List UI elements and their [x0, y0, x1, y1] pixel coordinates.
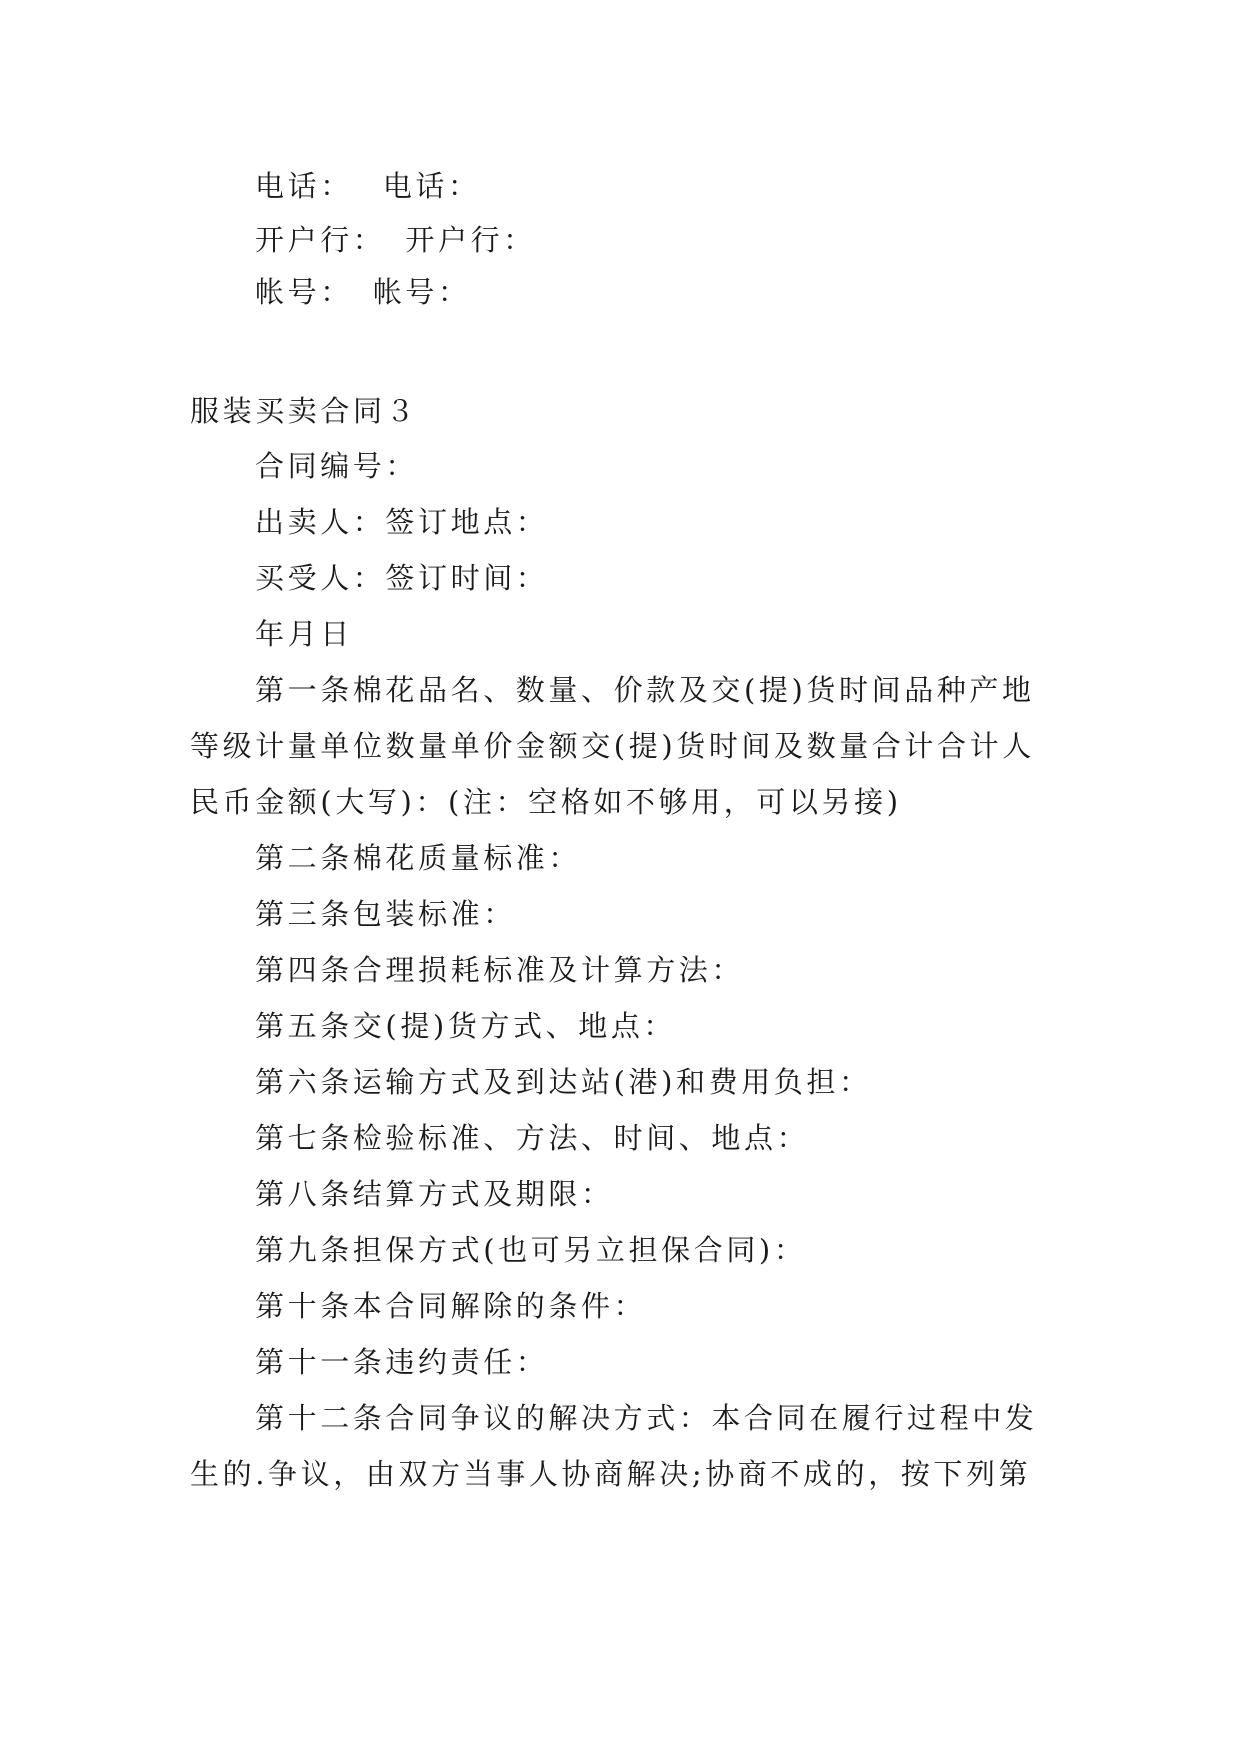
article-12-line-2: 生的.争议，由双方当事人协商解决;协商不成的，按下列第	[190, 1457, 1032, 1491]
article-8: 第八条结算方式及期限：	[255, 1177, 614, 1211]
phone-label-party-a: 电话：	[255, 169, 353, 203]
article-6: 第六条运输方式及到达站(港)和费用负担：	[255, 1065, 872, 1099]
bank-line	[255, 220, 1050, 260]
account-line	[255, 272, 1050, 312]
date-line: 年月日	[255, 617, 353, 651]
seller-line: 出卖人：签订地点：	[255, 505, 549, 539]
article-5: 第五条交(提)货方式、地点：	[255, 1009, 677, 1043]
bank-label-party-b: 开户行：	[405, 223, 536, 257]
article-2: 第二条棉花质量标准：	[255, 841, 582, 875]
article-1-line-3: 民币金额(大写)：(注：空格如不够用，可以另接)	[190, 785, 902, 819]
phone-line	[255, 166, 1050, 206]
bank-label-party-a: 开户行：	[255, 223, 386, 257]
article-4: 第四条合理损耗标准及计算方法：	[255, 953, 745, 987]
account-label-party-b: 帐号：	[372, 275, 471, 309]
article-11: 第十一条违约责任：	[255, 1345, 549, 1379]
buyer-line: 买受人：签订时间：	[255, 561, 549, 595]
article-1-line-2: 等级计量单位数量单价金额交(提)货时间及数量合计合计人	[190, 729, 1035, 763]
article-3: 第三条包装标准：	[255, 897, 516, 931]
article-10: 第十条本合同解除的条件：	[255, 1289, 647, 1323]
article-9: 第九条担保方式(也可另立担保合同)：	[255, 1233, 807, 1267]
article-1-line-1: 第一条棉花品名、数量、价款及交(提)货时间品种产地	[255, 673, 1035, 707]
article-7: 第七条检验标准、方法、时间、地点：	[255, 1121, 810, 1155]
article-12-line-1: 第十二条合同争议的解决方式：本合同在履行过程中发	[255, 1401, 1038, 1435]
account-label-party-a: 帐号：	[255, 275, 353, 309]
contract-title: 服装买卖合同３	[190, 394, 419, 428]
contract-number-line: 合同编号：	[255, 449, 419, 483]
phone-label-party-b: 电话：	[382, 169, 481, 203]
